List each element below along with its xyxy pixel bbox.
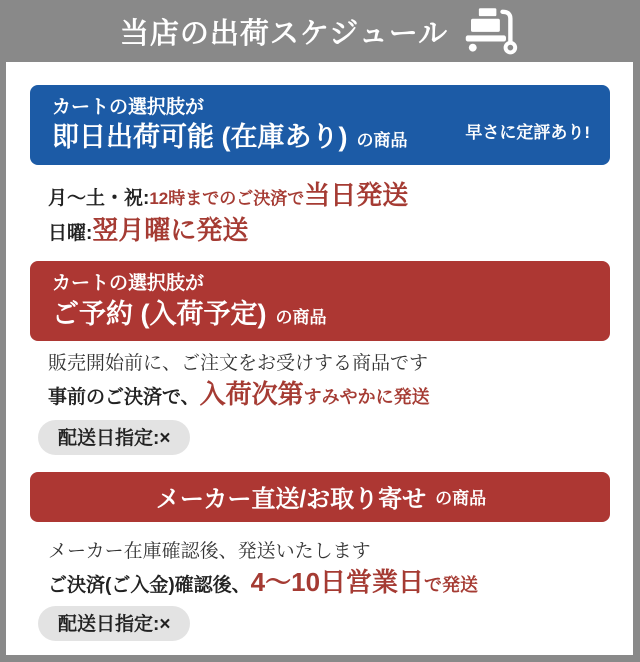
same-day-shipping-info [48,178,610,248]
delivery-date-badge: 配送日指定:× [38,420,190,455]
day-label: 月〜土・祝: [48,188,150,209]
banner-title-suffix: の商品 [356,131,408,151]
banner-same-day [30,85,610,165]
maker-direct-shipping-info [48,539,610,600]
pre-order-shipping-info [48,351,610,412]
shipping-highlight: 当日発送 [304,180,409,210]
banner-title [52,298,590,332]
shipping-tail: で発送 [424,574,479,595]
banner-title-main: 即日出荷可能 (在庫あり) [52,122,348,153]
shipping-line-maker [48,565,610,600]
shipping-highlight: 4〜10日営業日 [250,566,425,597]
description-text: メーカー在庫確認後、発送いたします [48,540,371,562]
page-title: 当店の出荷スケジュール [119,17,449,50]
description-line [48,539,610,565]
banner-title-main: メーカー直送/お取り寄せ [155,486,427,514]
banner-title-suffix: の商品 [275,307,327,327]
shipping-line-preorder [48,377,610,412]
condition-text: 12時までのご決済で [149,189,305,208]
condition-label: 事前のご決済で、 [48,386,200,408]
condition-label: ご決済(ご入金)確認後、 [48,574,251,596]
delivery-date-badge: 配送日指定:× [38,606,190,641]
banner-maker-direct [30,472,610,522]
banner-title-main: ご予約 (入荷予定) [52,298,267,329]
description-line [48,351,610,377]
shipping-line-weekday [48,178,610,213]
banner-subtitle: カートの選択肢が [52,96,205,118]
banner-title-suffix: の商品 [435,489,487,509]
banner-pre-order [30,261,610,341]
content-panel [6,62,633,655]
hand-truck-icon [464,7,520,55]
banner-subtitle: カートの選択肢が [52,273,205,295]
description-text: 販売開始前に、ご注文をお受けする商品です [48,353,429,375]
day-label: 日曜: [48,223,93,245]
shipping-highlight: 入荷次第 [199,378,304,409]
shipping-tail: すみやかに発送 [303,386,430,407]
banner-badge: 早さに定評あり! [465,123,590,142]
page-header [0,0,640,62]
shipping-highlight: 翌月曜に発送 [92,215,249,246]
shipping-line-sunday [48,213,610,248]
